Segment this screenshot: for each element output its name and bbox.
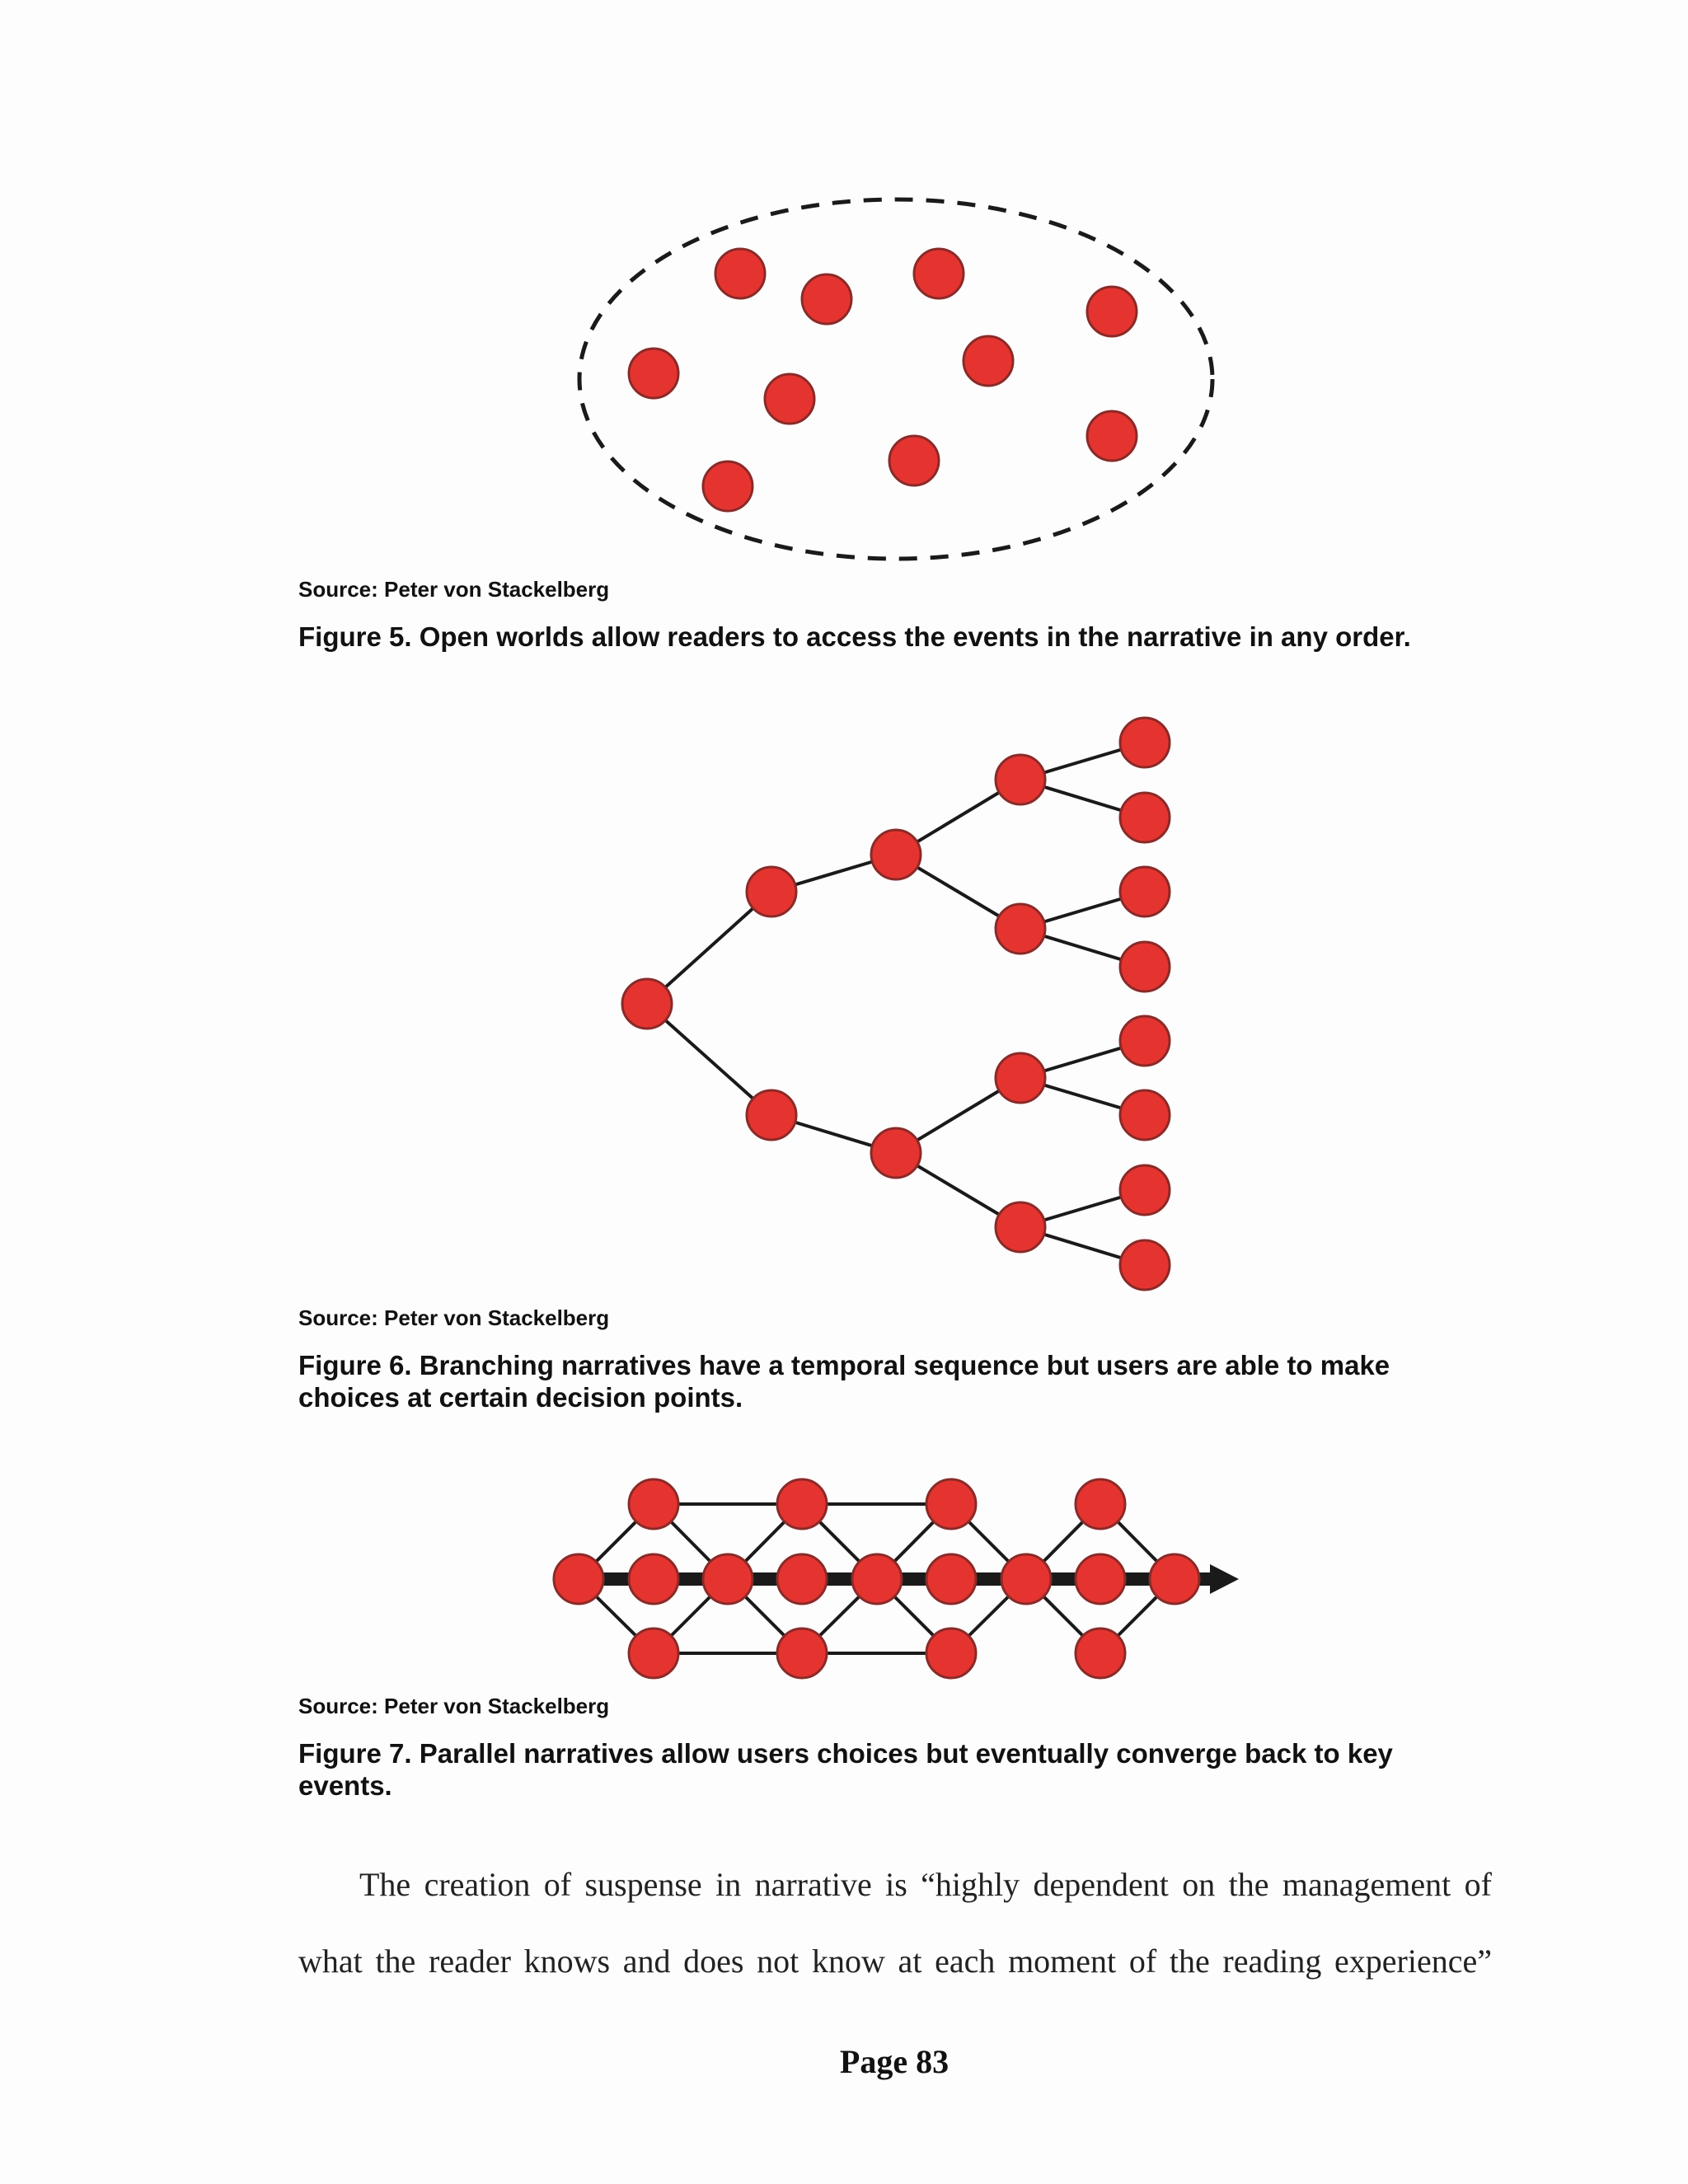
- body-paragraph: The creation of suspense in narrative is “highly dependent on the management of what the reader knows and does not know at each moment of the reading experience”: [298, 1866, 1492, 1980]
- page-number: Page 83: [839, 2043, 950, 2080]
- key-event-node: [852, 1554, 902, 1604]
- path-node: [777, 1629, 827, 1678]
- event-node: [914, 249, 964, 298]
- figure6-caption: Figure 6. Branching narratives have a temporal sequence but users are able to make choices at certain decision points.: [298, 1350, 1390, 1413]
- open-world-nodes: [629, 249, 1137, 511]
- figure7-source: Source: Peter von Stackelberg: [298, 1694, 610, 1718]
- figure5-caption: Figure 5. Open worlds allow readers to access the events in the narrative in any order.: [298, 621, 1411, 652]
- event-node: [629, 349, 678, 398]
- ending-node: [1120, 793, 1170, 842]
- event-node: [1087, 411, 1137, 461]
- ending-node: [1120, 942, 1170, 991]
- path-node: [926, 1629, 976, 1678]
- event-node: [802, 274, 851, 324]
- key-event-node: [554, 1554, 603, 1604]
- decision-node: [747, 867, 796, 916]
- event-node: [765, 374, 814, 424]
- figure7-caption: Figure 7. Parallel narratives allow users choices but eventually converge back to key events.: [298, 1738, 1393, 1801]
- branch-edges: [647, 743, 1145, 1265]
- ending-node: [1120, 1090, 1170, 1140]
- path-node: [777, 1554, 827, 1604]
- figure6-source: Source: Peter von Stackelberg: [298, 1305, 610, 1330]
- key-event-node: [703, 1554, 753, 1604]
- path-node: [629, 1554, 678, 1604]
- decision-node: [747, 1090, 796, 1140]
- path-node: [629, 1629, 678, 1678]
- key-event-node: [1001, 1554, 1051, 1604]
- event-node: [703, 462, 753, 511]
- ending-node: [1120, 867, 1170, 916]
- event-node: [889, 436, 939, 485]
- start-node: [622, 979, 672, 1029]
- key-event-node: [1150, 1554, 1199, 1604]
- decision-node: [996, 1202, 1045, 1252]
- decision-node: [996, 755, 1045, 804]
- timeline-arrowhead: [1210, 1564, 1239, 1594]
- branch-nodes: [622, 718, 1170, 1290]
- path-node: [777, 1479, 827, 1529]
- decision-node: [871, 830, 921, 879]
- open-world-diagram: [579, 199, 1212, 559]
- figure5-source: Source: Peter von Stackelberg: [298, 577, 610, 602]
- branching-diagram: [622, 718, 1170, 1290]
- path-node: [926, 1554, 976, 1604]
- path-node: [1076, 1554, 1125, 1604]
- decision-node: [871, 1128, 921, 1178]
- decision-node: [996, 1053, 1045, 1103]
- ending-node: [1120, 718, 1170, 767]
- event-node: [715, 249, 765, 298]
- path-node: [926, 1479, 976, 1529]
- path-node: [1076, 1479, 1125, 1529]
- ending-node: [1120, 1165, 1170, 1215]
- decision-node: [996, 904, 1045, 954]
- parallel-nodes: [554, 1479, 1199, 1678]
- ending-node: [1120, 1240, 1170, 1290]
- path-node: [629, 1479, 678, 1529]
- path-node: [1076, 1629, 1125, 1678]
- event-node: [1087, 287, 1137, 336]
- event-node: [964, 336, 1013, 386]
- parallel-diagram: [554, 1479, 1239, 1678]
- ending-node: [1120, 1016, 1170, 1066]
